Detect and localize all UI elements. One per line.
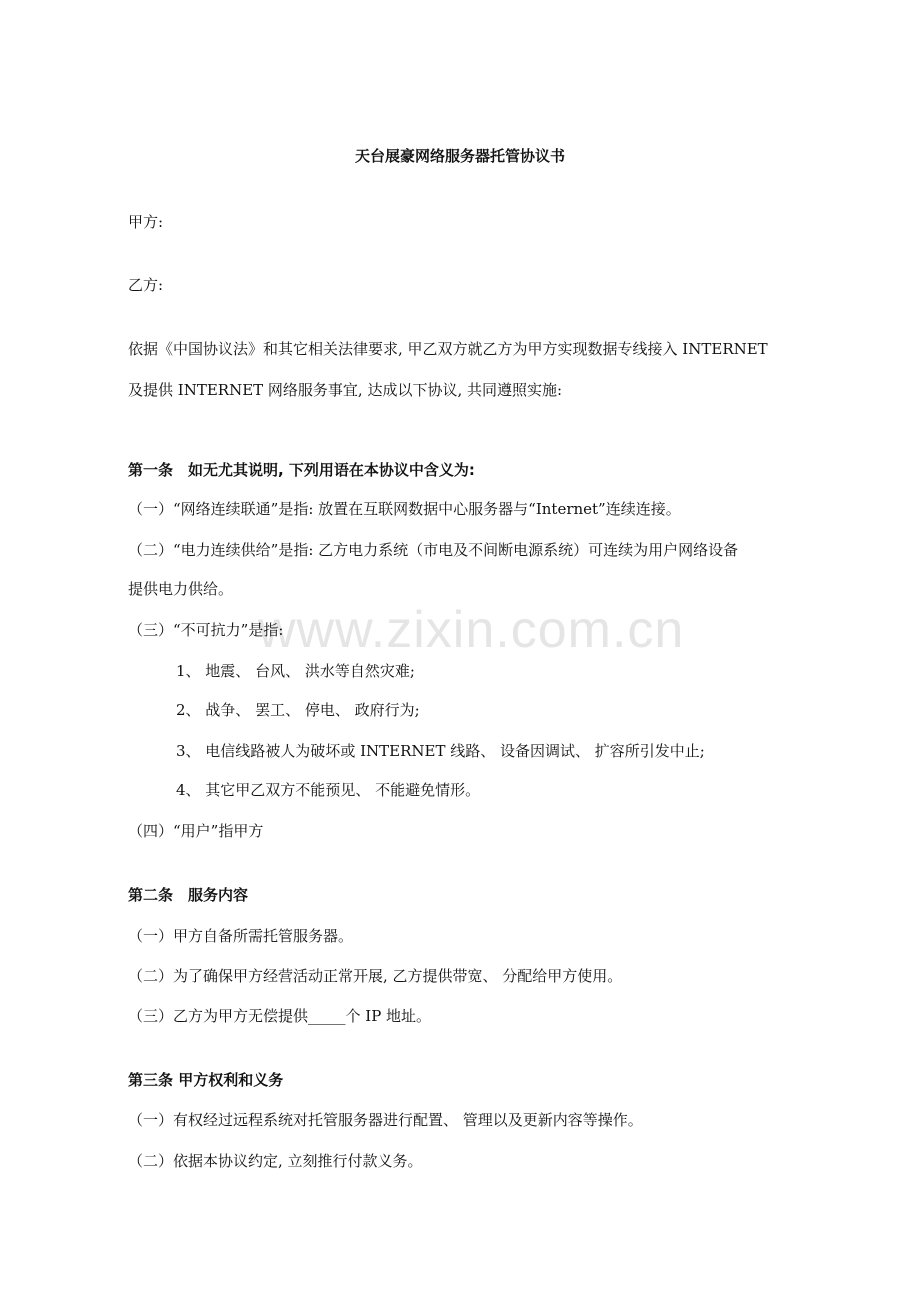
article-3-item-1: （一）有权经过远程系统对托管服务器进行配置、 管理以及更新内容等操作。: [128, 1111, 643, 1129]
article-1-sub-item-2: 2、 战争、 罢工、 停电、 政府行为;: [176, 701, 420, 719]
article-1-item-1: （一）“网络连续联通”是指: 放置在互联网数据中心服务器与“Internet”连续连接。: [128, 500, 681, 518]
intro-paragraph-line-1: 依据《中国协议法》和其它相关法律要求, 甲乙双方就乙方为甲方实现数据专线接入 INTERNET: [128, 340, 768, 358]
party-b-label: 乙方:: [128, 276, 164, 294]
party-a-label: 甲方:: [128, 213, 164, 231]
article-2-heading: 第二条 服务内容: [128, 886, 249, 904]
article-2-item-2: （二）为了确保甲方经营活动正常开展, 乙方提供带宽、 分配给甲方使用。: [128, 967, 623, 985]
article-1-heading: 第一条 如无尤其说明, 下列用语在本协议中含义为:: [128, 461, 475, 479]
article-1-sub-item-1: 1、 地震、 台风、 洪水等自然灾难;: [176, 662, 415, 680]
article-1-item-2-line-2: 提供电力供给。: [128, 580, 234, 598]
document-title: 天台展豪网络服务器托管协议书: [354, 147, 565, 165]
article-1-item-4: （四）“用户”指甲方: [128, 822, 264, 840]
article-1-item-2-line-1: （二）“电力连续供给”是指: 乙方电力系统（市电及不间断电源系统）可连续为用户网络设备: [128, 541, 739, 559]
article-1-item-3: （三）“不可抗力”是指:: [128, 621, 284, 639]
article-1-sub-item-3: 3、 电信线路被人为破坏或 INTERNET 线路、 设备因调试、 扩容所引发中止;: [176, 742, 705, 760]
article-2-item-3: （三）乙方为甲方无偿提供_____个 IP 地址。: [128, 1007, 432, 1025]
article-3-item-2: （二）依据本协议约定, 立刻推行付款义务。: [128, 1152, 423, 1170]
article-3-heading: 第三条 甲方权利和义务: [128, 1071, 284, 1089]
intro-paragraph-line-2: 及提供 INTERNET 网络服务事宜, 达成以下协议, 共同遵照实施:: [128, 381, 563, 399]
watermark-text: www.zixin.com.cn: [258, 601, 685, 659]
article-1-sub-item-4: 4、 其它甲乙双方不能预见、 不能避免情形。: [176, 781, 481, 799]
article-2-item-1: （一）甲方自备所需托管服务器。: [128, 927, 354, 945]
